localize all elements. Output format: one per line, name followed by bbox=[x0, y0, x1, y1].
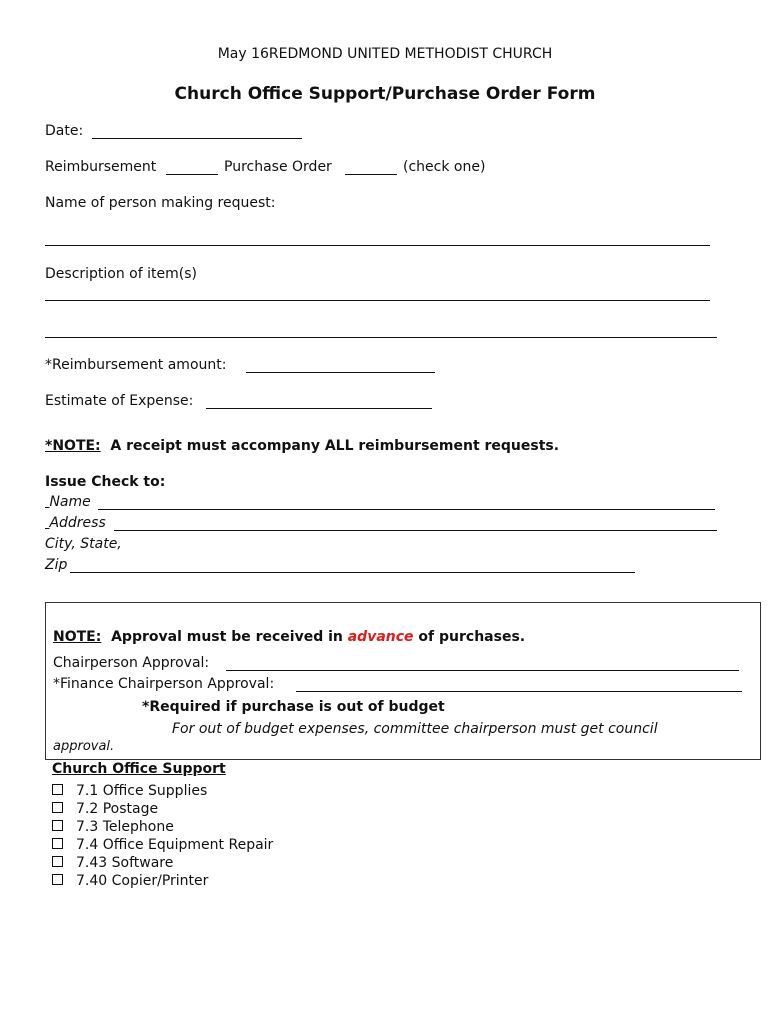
checkbox-telephone[interactable] bbox=[52, 820, 63, 831]
list-item: 7.1 Office Supplies bbox=[52, 783, 207, 799]
required-note: *Required if purchase is out of budget bbox=[142, 699, 445, 715]
checkbox-copier-printer[interactable] bbox=[52, 874, 63, 885]
chairperson-approval-field[interactable] bbox=[226, 670, 739, 671]
approval-note bbox=[53, 629, 525, 645]
reimbursement-amount-label: *Reimbursement amount: bbox=[45, 357, 227, 373]
approval-note-emphasis: advance bbox=[347, 629, 414, 645]
checkbox-office-equipment-repair[interactable] bbox=[52, 838, 63, 849]
payee-city-state-label: City, State, bbox=[45, 536, 122, 552]
form-title: Church Office Support/Purchase Order Form bbox=[174, 84, 596, 104]
approval-note-text-2: of purchases. bbox=[418, 629, 526, 645]
support-heading: Church Office Support bbox=[52, 761, 226, 777]
description-field-line-2[interactable] bbox=[45, 337, 717, 338]
reimbursement-label: Reimbursement bbox=[45, 159, 157, 175]
list-item: 7.3 Telephone bbox=[52, 819, 174, 835]
issue-check-heading: Issue Check to: bbox=[45, 474, 166, 490]
requester-name-field[interactable] bbox=[45, 245, 710, 246]
payee-name-label: Name bbox=[49, 494, 91, 510]
estimate-field[interactable] bbox=[206, 408, 432, 409]
date-field[interactable] bbox=[92, 138, 302, 139]
purchase-order-check-field[interactable] bbox=[345, 174, 397, 175]
list-item: 7.4 Office Equipment Repair bbox=[52, 837, 273, 853]
chairperson-approval-label: Chairperson Approval: bbox=[53, 655, 210, 671]
approval-note-text-1: Approval must be received in bbox=[111, 629, 343, 645]
payee-address-field[interactable] bbox=[114, 530, 717, 531]
note-prefix: *NOTE: bbox=[45, 438, 101, 454]
checkbox-software[interactable] bbox=[52, 856, 63, 867]
explanation-line-2: approval. bbox=[53, 739, 115, 754]
reimbursement-check-field[interactable] bbox=[166, 174, 218, 175]
checkbox-office-supplies[interactable] bbox=[52, 784, 63, 795]
check-one-hint: (check one) bbox=[403, 159, 486, 175]
list-item: 7.40 Copier/Printer bbox=[52, 873, 208, 889]
finance-approval-field[interactable] bbox=[296, 691, 742, 692]
receipt-note bbox=[45, 438, 559, 454]
description-field-line-1[interactable] bbox=[45, 300, 710, 301]
description-label: Description of item(s) bbox=[45, 266, 197, 282]
purchase-order-label: Purchase Order bbox=[224, 159, 332, 175]
payee-zip-label: Zip bbox=[45, 557, 68, 573]
estimate-label: Estimate of Expense: bbox=[45, 393, 194, 409]
finance-approval-label: *Finance Chairperson Approval: bbox=[53, 676, 275, 692]
explanation-line-1: For out of budget expenses, committee chairperson must get council bbox=[172, 721, 658, 737]
page-header: May 16REDMOND UNITED METHODIST CHURCH bbox=[217, 46, 553, 62]
payee-address-label: Address bbox=[49, 515, 106, 531]
requester-name-label: Name of person making request: bbox=[45, 195, 276, 211]
approval-note-prefix: NOTE: bbox=[53, 629, 102, 645]
payee-name-field[interactable] bbox=[98, 509, 715, 510]
reimbursement-amount-field[interactable] bbox=[246, 372, 435, 373]
date-label: Date: bbox=[45, 123, 84, 139]
payee-zip-field[interactable] bbox=[70, 572, 635, 573]
list-item: 7.43 Software bbox=[52, 855, 173, 871]
list-item: 7.2 Postage bbox=[52, 801, 158, 817]
note-text: A receipt must accompany ALL reimbursement requests. bbox=[110, 438, 560, 454]
checkbox-postage[interactable] bbox=[52, 802, 63, 813]
